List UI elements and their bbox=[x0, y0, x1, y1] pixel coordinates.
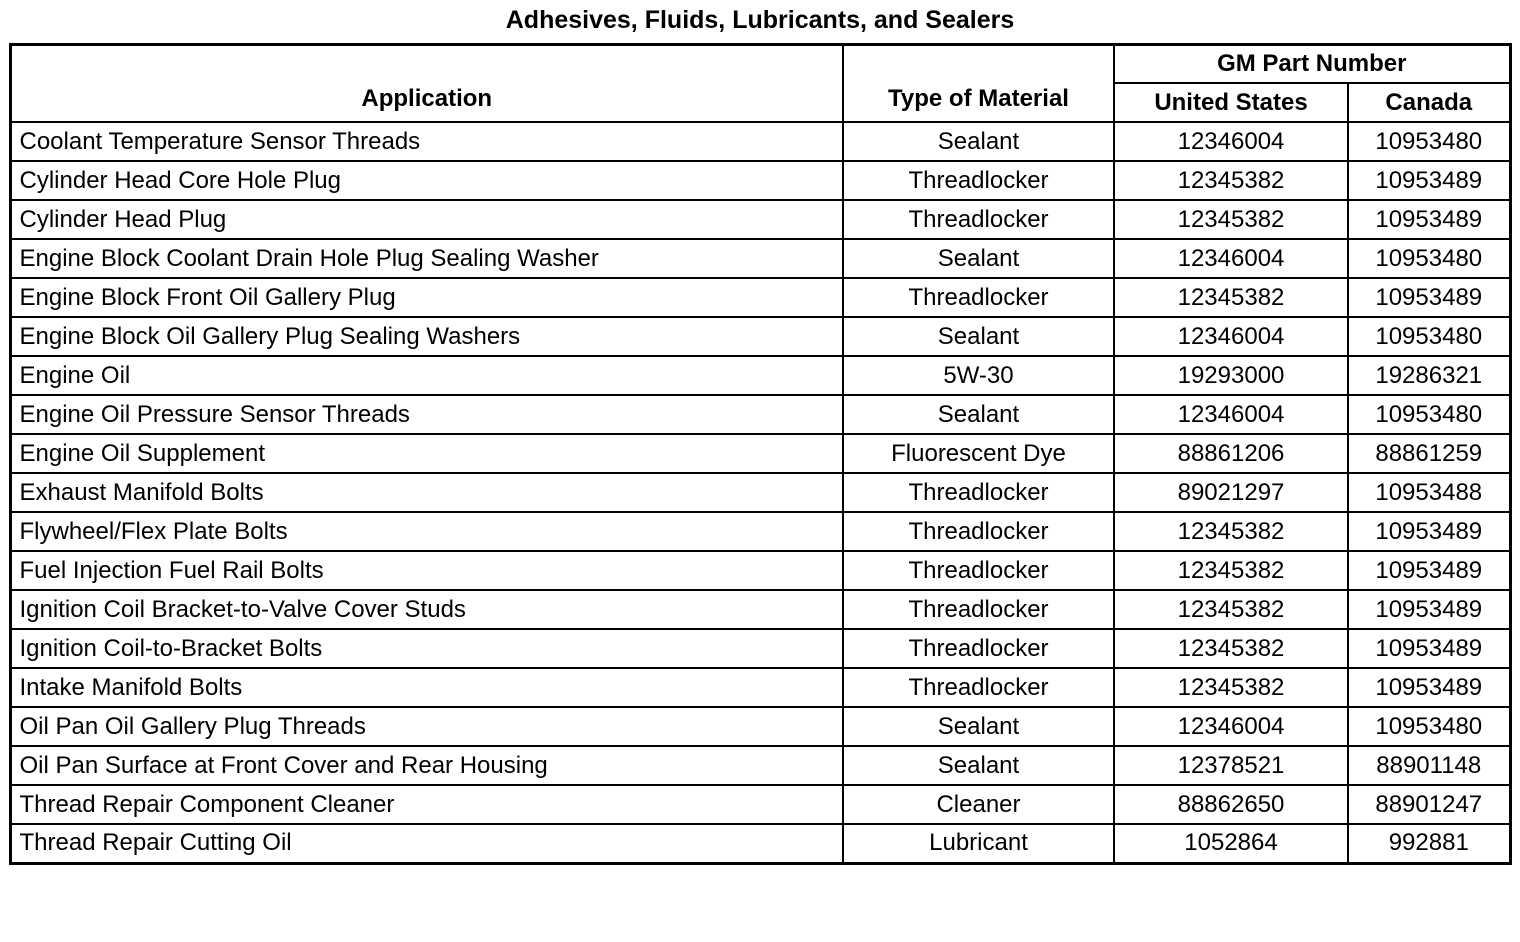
canada-part-number-cell: 10953480 bbox=[1348, 239, 1510, 278]
application-cell: Exhaust Manifold Bolts bbox=[10, 473, 843, 512]
application-cell: Thread Repair Component Cleaner bbox=[10, 785, 843, 824]
application-cell: Intake Manifold Bolts bbox=[10, 668, 843, 707]
table-row bbox=[10, 395, 1510, 434]
table-header bbox=[10, 44, 1510, 122]
page-title: Adhesives, Fluids, Lubricants, and Sealers bbox=[505, 6, 1015, 34]
material-cell: Threadlocker bbox=[843, 278, 1114, 317]
canada-part-number-cell: 10953488 bbox=[1348, 473, 1510, 512]
material-cell: Sealant bbox=[843, 746, 1114, 785]
canada-part-number-cell: 10953489 bbox=[1348, 278, 1510, 317]
application-cell: Engine Oil Pressure Sensor Threads bbox=[10, 395, 843, 434]
us-part-number-cell: 12345382 bbox=[1114, 278, 1348, 317]
canada-part-number-cell: 10953480 bbox=[1348, 395, 1510, 434]
table-body bbox=[10, 122, 1510, 863]
application-cell: Engine Block Coolant Drain Hole Plug Sealing Washer bbox=[10, 239, 843, 278]
table-row bbox=[10, 590, 1510, 629]
canada-part-number-cell: 10953489 bbox=[1348, 512, 1510, 551]
table-row bbox=[10, 122, 1510, 161]
canada-part-number-cell: 88901148 bbox=[1348, 746, 1510, 785]
canada-part-number-cell: 19286321 bbox=[1348, 356, 1510, 395]
canada-part-number-cell: 10953480 bbox=[1348, 122, 1510, 161]
canada-part-number-cell: 10953489 bbox=[1348, 200, 1510, 239]
canada-part-number-cell: 88861259 bbox=[1348, 434, 1510, 473]
material-cell: Lubricant bbox=[843, 824, 1114, 863]
material-cell: Threadlocker bbox=[843, 512, 1114, 551]
us-part-number-cell: 12378521 bbox=[1114, 746, 1348, 785]
table-row bbox=[10, 785, 1510, 824]
us-part-number-cell: 12346004 bbox=[1114, 239, 1348, 278]
us-part-number-cell: 12346004 bbox=[1114, 707, 1348, 746]
material-cell: Threadlocker bbox=[843, 551, 1114, 590]
canada-part-number-cell: 10953489 bbox=[1348, 629, 1510, 668]
table-row bbox=[10, 746, 1510, 785]
table-row bbox=[10, 629, 1510, 668]
table-row bbox=[10, 824, 1510, 863]
application-cell: Thread Repair Cutting Oil bbox=[10, 824, 843, 863]
us-part-number-cell: 1052864 bbox=[1114, 824, 1348, 863]
application-cell: Engine Oil Supplement bbox=[10, 434, 843, 473]
table-row bbox=[10, 239, 1510, 278]
us-part-number-cell: 19293000 bbox=[1114, 356, 1348, 395]
us-part-number-cell: 12345382 bbox=[1114, 512, 1348, 551]
application-cell: Cylinder Head Core Hole Plug bbox=[10, 161, 843, 200]
application-cell: Fuel Injection Fuel Rail Bolts bbox=[10, 551, 843, 590]
us-part-number-cell: 12346004 bbox=[1114, 317, 1348, 356]
table-row bbox=[10, 473, 1510, 512]
us-part-number-cell: 12345382 bbox=[1114, 200, 1348, 239]
table-row bbox=[10, 161, 1510, 200]
table-row bbox=[10, 317, 1510, 356]
us-part-number-cell: 12346004 bbox=[1114, 122, 1348, 161]
canada-part-number-cell: 10953489 bbox=[1348, 161, 1510, 200]
table-row bbox=[10, 434, 1510, 473]
application-cell: Flywheel/Flex Plate Bolts bbox=[10, 512, 843, 551]
material-cell: Sealant bbox=[843, 239, 1114, 278]
table-row bbox=[10, 512, 1510, 551]
material-cell: Sealant bbox=[843, 707, 1114, 746]
table-row bbox=[10, 551, 1510, 590]
table-row bbox=[10, 356, 1510, 395]
column-header-gm-part-number: GM Part Number bbox=[1114, 44, 1510, 83]
us-part-number-cell: 12345382 bbox=[1114, 629, 1348, 668]
application-cell: Coolant Temperature Sensor Threads bbox=[10, 122, 843, 161]
canada-part-number-cell: 10953489 bbox=[1348, 590, 1510, 629]
application-cell: Engine Block Oil Gallery Plug Sealing Washers bbox=[10, 317, 843, 356]
material-cell: 5W-30 bbox=[843, 356, 1114, 395]
canada-part-number-cell: 10953480 bbox=[1348, 707, 1510, 746]
application-cell: Engine Block Front Oil Gallery Plug bbox=[10, 278, 843, 317]
header-row-top bbox=[10, 44, 1510, 83]
table-row bbox=[10, 668, 1510, 707]
material-cell: Sealant bbox=[843, 317, 1114, 356]
material-cell: Threadlocker bbox=[843, 629, 1114, 668]
material-cell: Sealant bbox=[843, 395, 1114, 434]
canada-part-number-cell: 88901247 bbox=[1348, 785, 1510, 824]
material-cell: Threadlocker bbox=[843, 200, 1114, 239]
us-part-number-cell: 89021297 bbox=[1114, 473, 1348, 512]
application-cell: Oil Pan Surface at Front Cover and Rear Housing bbox=[10, 746, 843, 785]
canada-part-number-cell: 992881 bbox=[1348, 824, 1510, 863]
material-cell: Sealant bbox=[843, 122, 1114, 161]
material-cell: Threadlocker bbox=[843, 161, 1114, 200]
application-cell: Oil Pan Oil Gallery Plug Threads bbox=[10, 707, 843, 746]
material-cell: Fluorescent Dye bbox=[843, 434, 1114, 473]
us-part-number-cell: 12345382 bbox=[1114, 590, 1348, 629]
material-cell: Threadlocker bbox=[843, 590, 1114, 629]
application-cell: Cylinder Head Plug bbox=[10, 200, 843, 239]
material-cell: Cleaner bbox=[843, 785, 1114, 824]
us-part-number-cell: 88862650 bbox=[1114, 785, 1348, 824]
column-header-canada: Canada bbox=[1348, 83, 1510, 122]
column-header-united-states: United States bbox=[1114, 83, 1348, 122]
canada-part-number-cell: 10953480 bbox=[1348, 317, 1510, 356]
us-part-number-cell: 88861206 bbox=[1114, 434, 1348, 473]
canada-part-number-cell: 10953489 bbox=[1348, 668, 1510, 707]
column-header-application: Application bbox=[10, 44, 843, 122]
us-part-number-cell: 12345382 bbox=[1114, 668, 1348, 707]
us-part-number-cell: 12346004 bbox=[1114, 395, 1348, 434]
table-row bbox=[10, 278, 1510, 317]
us-part-number-cell: 12345382 bbox=[1114, 161, 1348, 200]
material-cell: Threadlocker bbox=[843, 668, 1114, 707]
table-row bbox=[10, 707, 1510, 746]
application-cell: Engine Oil bbox=[10, 356, 843, 395]
application-cell: Ignition Coil Bracket-to-Valve Cover Studs bbox=[10, 590, 843, 629]
table-row bbox=[10, 200, 1510, 239]
application-cell: Ignition Coil-to-Bracket Bolts bbox=[10, 629, 843, 668]
us-part-number-cell: 12345382 bbox=[1114, 551, 1348, 590]
material-cell: Threadlocker bbox=[843, 473, 1114, 512]
canada-part-number-cell: 10953489 bbox=[1348, 551, 1510, 590]
adhesives-fluids-table bbox=[9, 43, 1512, 865]
column-header-type-of-material: Type of Material bbox=[843, 44, 1114, 122]
